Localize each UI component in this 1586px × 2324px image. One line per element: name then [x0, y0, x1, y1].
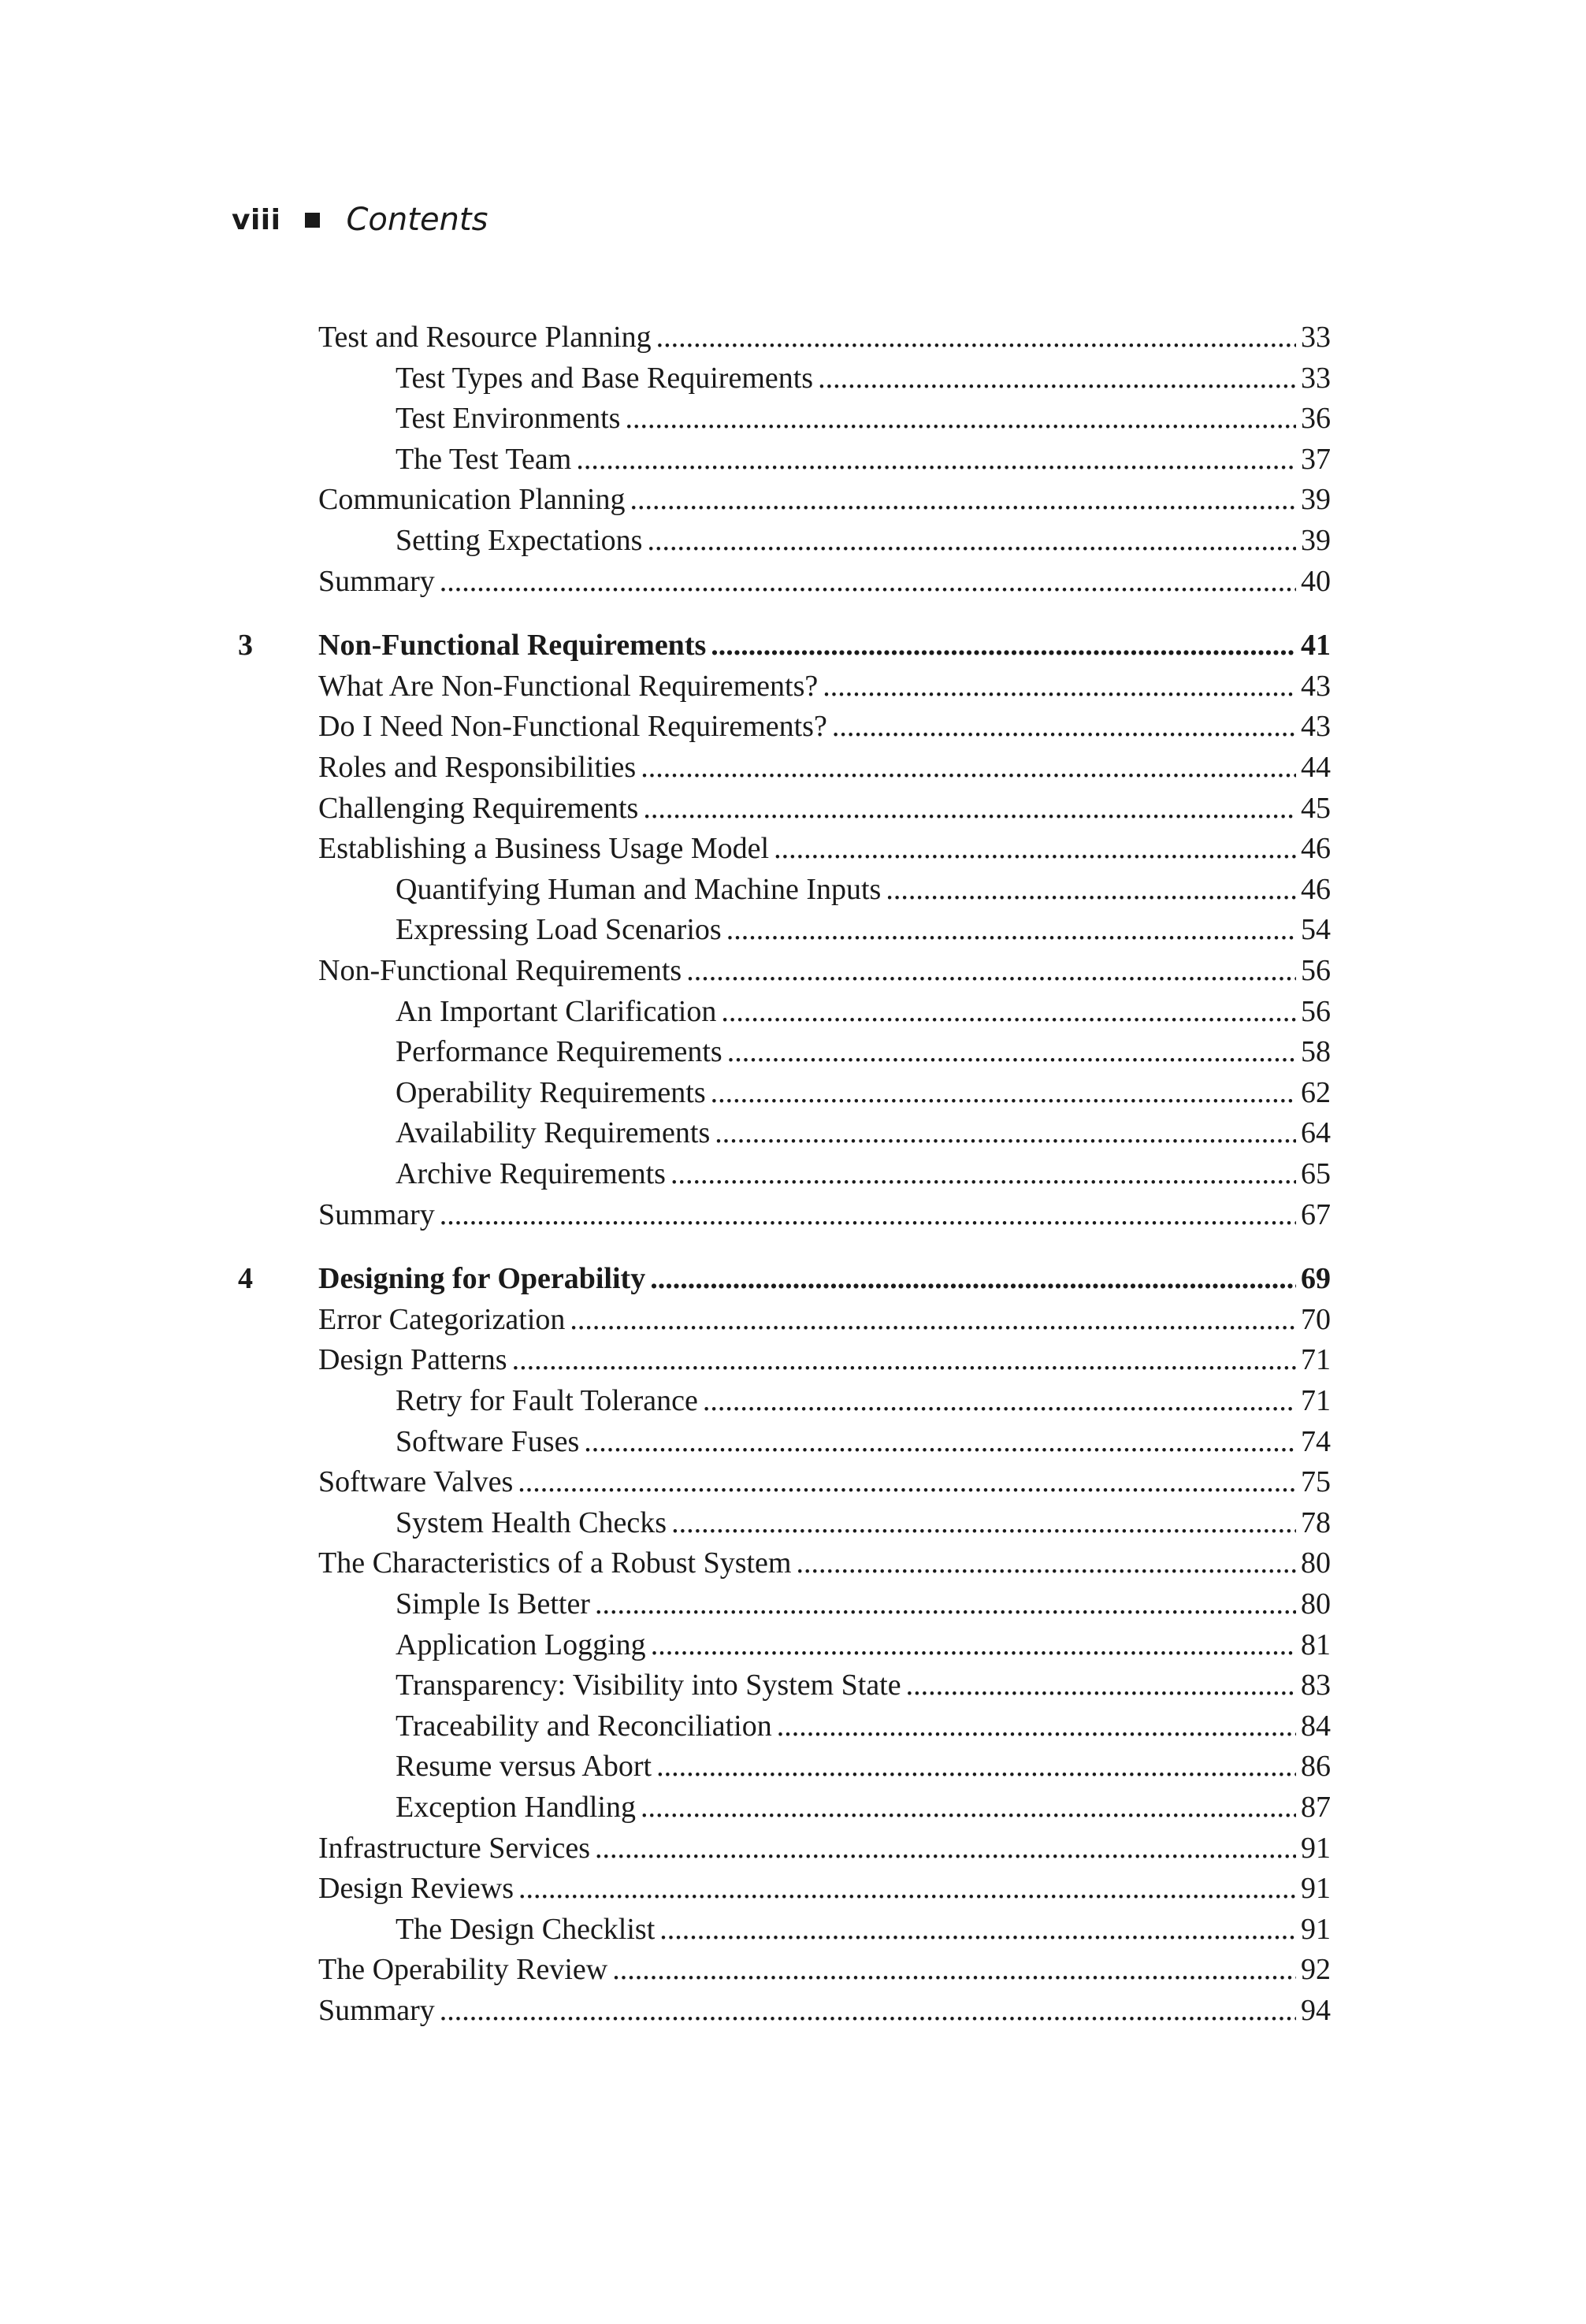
toc-entry — [318, 1539, 1331, 1580]
toc-entry — [396, 906, 1331, 947]
toc-entry — [396, 1580, 1331, 1621]
entry-title: The Test Team — [396, 443, 572, 476]
dot-leader — [650, 1261, 1296, 1296]
entry-title: Summary — [318, 1198, 435, 1231]
toc-entry — [318, 1458, 1331, 1499]
entry-page-number: 71 — [1301, 1343, 1331, 1376]
dot-leader — [612, 1952, 1296, 1987]
toc-entry — [396, 866, 1331, 907]
dot-leader — [721, 994, 1296, 1029]
entry-page-number: 70 — [1301, 1303, 1331, 1336]
toc-chapter-entry — [238, 1255, 1331, 1296]
entry-title: Resume versus Abort — [396, 1750, 652, 1783]
dot-leader — [440, 1993, 1296, 2028]
entry-title: Design Reviews — [318, 1872, 514, 1905]
dot-leader — [886, 872, 1296, 907]
entry-page-number: 81 — [1301, 1628, 1331, 1661]
dot-leader — [774, 831, 1296, 866]
entry-title: Test Types and Base Requirements — [396, 362, 814, 395]
entry-title: Test Environments — [396, 402, 621, 435]
toc-entry — [318, 1825, 1331, 1866]
toc-entry — [318, 1946, 1331, 1987]
dot-leader — [625, 401, 1296, 436]
toc-entry — [396, 988, 1331, 1029]
dot-leader — [576, 442, 1296, 477]
entry-title: Non-Functional Requirements — [318, 954, 682, 987]
toc-entry — [396, 1418, 1331, 1459]
entry-title: Summary — [318, 565, 435, 598]
entry-page-number: 33 — [1301, 362, 1331, 395]
entry-page-number: 33 — [1301, 321, 1331, 354]
entry-page-number: 40 — [1301, 565, 1331, 598]
dot-leader — [518, 1465, 1296, 1499]
entry-page-number: 39 — [1301, 524, 1331, 557]
running-head — [232, 192, 488, 247]
toc-entry — [396, 1906, 1331, 1947]
toc-entry — [396, 1028, 1331, 1069]
page-number: viii — [232, 203, 281, 236]
entry-title: Error Categorization — [318, 1303, 566, 1336]
entry-page-number: 46 — [1301, 873, 1331, 906]
toc-entry — [396, 1621, 1331, 1662]
dot-leader — [777, 1709, 1296, 1743]
square-bullet-icon — [305, 213, 320, 228]
entry-title: Software Valves — [318, 1465, 514, 1498]
dot-leader — [711, 1075, 1296, 1110]
entry-page-number: 83 — [1301, 1669, 1331, 1702]
entry-title: Establishing a Business Usage Model — [318, 832, 770, 865]
dot-leader — [823, 669, 1296, 704]
dot-leader — [703, 1383, 1296, 1418]
entry-title: Performance Requirements — [396, 1035, 722, 1068]
entry-page-number: 74 — [1301, 1425, 1331, 1458]
dot-leader — [570, 1302, 1296, 1337]
entry-title: What Are Non-Functional Requirements? — [318, 670, 819, 703]
entry-title: Simple Is Better — [396, 1587, 590, 1620]
toc-entry — [318, 744, 1331, 785]
toc-entry — [396, 1150, 1331, 1191]
entry-page-number: 37 — [1301, 443, 1331, 476]
dot-leader — [595, 1587, 1296, 1621]
dot-leader — [726, 912, 1296, 947]
entry-page-number: 75 — [1301, 1465, 1331, 1498]
entry-page-number: 67 — [1301, 1198, 1331, 1231]
dot-leader — [647, 523, 1296, 558]
entry-title: Challenging Requirements — [318, 792, 639, 825]
toc-entry — [396, 355, 1331, 395]
chapter-number: 3 — [238, 629, 253, 662]
toc-entry — [396, 1499, 1331, 1540]
dot-leader — [641, 1790, 1296, 1825]
entry-page-number: 46 — [1301, 832, 1331, 865]
dot-leader — [659, 1912, 1296, 1947]
entry-page-number: 78 — [1301, 1506, 1331, 1539]
toc-entry — [318, 1191, 1331, 1232]
section-title: Contents — [346, 202, 488, 238]
toc-entry — [318, 825, 1331, 866]
entry-page-number: 91 — [1301, 1913, 1331, 1946]
dot-leader — [651, 1628, 1296, 1662]
entry-title: Non-Functional Requirements — [318, 629, 707, 662]
toc-entry — [318, 1865, 1331, 1906]
toc-entry — [396, 1784, 1331, 1825]
entry-title: Exception Handling — [396, 1791, 636, 1824]
dot-leader — [686, 953, 1296, 988]
entry-title: Operability Requirements — [396, 1076, 706, 1109]
entry-title: The Operability Review — [318, 1953, 608, 1986]
entry-page-number: 91 — [1301, 1832, 1331, 1865]
toc-entry — [396, 436, 1331, 477]
entry-page-number: 54 — [1301, 913, 1331, 946]
dot-leader — [643, 791, 1296, 826]
entry-title: An Important Clarification — [396, 995, 717, 1028]
entry-title: Traceability and Reconciliation — [396, 1710, 772, 1743]
entry-page-number: 43 — [1301, 670, 1331, 703]
entry-page-number: 56 — [1301, 954, 1331, 987]
entry-title: Roles and Responsibilities — [318, 751, 637, 784]
toc-entry — [318, 558, 1331, 599]
dot-leader — [630, 482, 1296, 517]
dot-leader — [440, 1197, 1296, 1232]
entry-page-number: 87 — [1301, 1791, 1331, 1824]
toc-entry — [318, 703, 1331, 744]
entry-title: Infrastructure Services — [318, 1832, 591, 1865]
entry-page-number: 65 — [1301, 1157, 1331, 1190]
dot-leader — [670, 1156, 1296, 1191]
dot-leader — [671, 1505, 1296, 1540]
dot-leader — [797, 1546, 1297, 1580]
entry-title: Designing for Operability — [318, 1262, 646, 1295]
entry-title: Transparency: Visibility into System State — [396, 1669, 901, 1702]
entry-title: Communication Planning — [318, 483, 626, 516]
dot-leader — [512, 1342, 1296, 1377]
entry-page-number: 64 — [1301, 1116, 1331, 1149]
entry-title: Expressing Load Scenarios — [396, 913, 722, 946]
entry-title: Application Logging — [396, 1628, 646, 1661]
toc-entry — [396, 1743, 1331, 1784]
entry-page-number: 94 — [1301, 1994, 1331, 2027]
dot-leader — [832, 709, 1296, 744]
entry-title: Archive Requirements — [396, 1157, 666, 1190]
dot-leader — [440, 564, 1296, 599]
entry-page-number: 58 — [1301, 1035, 1331, 1068]
toc-entry — [318, 1336, 1331, 1377]
dot-leader — [715, 1116, 1296, 1150]
dot-leader — [906, 1668, 1296, 1702]
entry-page-number: 92 — [1301, 1953, 1331, 1986]
entry-page-number: 36 — [1301, 402, 1331, 435]
dot-leader — [595, 1831, 1296, 1866]
entry-title: Availability Requirements — [396, 1116, 711, 1149]
entry-page-number: 84 — [1301, 1710, 1331, 1743]
entry-page-number: 71 — [1301, 1384, 1331, 1417]
entry-page-number: 43 — [1301, 710, 1331, 743]
toc-entry — [318, 785, 1331, 826]
entry-title: Test and Resource Planning — [318, 321, 652, 354]
dot-leader — [518, 1871, 1296, 1906]
toc-entry — [318, 1987, 1331, 2028]
entry-title: Do I Need Non-Functional Requirements? — [318, 710, 827, 743]
entry-title: Retry for Fault Tolerance — [396, 1384, 698, 1417]
entry-page-number: 41 — [1301, 629, 1331, 662]
toc-entry — [318, 663, 1331, 704]
dot-leader — [656, 320, 1296, 355]
entry-page-number: 91 — [1301, 1872, 1331, 1905]
dot-leader — [641, 750, 1296, 785]
dot-leader — [727, 1034, 1296, 1069]
toc-entry — [396, 395, 1331, 436]
toc-chapter-entry — [238, 622, 1331, 663]
dot-leader — [584, 1424, 1296, 1459]
entry-title: Setting Expectations — [396, 524, 643, 557]
toc-entry — [318, 1296, 1331, 1337]
entry-page-number: 45 — [1301, 792, 1331, 825]
entry-page-number: 69 — [1301, 1262, 1331, 1295]
entry-title: Summary — [318, 1994, 435, 2027]
toc-entry — [396, 517, 1331, 558]
entry-page-number: 62 — [1301, 1076, 1331, 1109]
dot-leader — [656, 1749, 1296, 1784]
dot-leader — [818, 361, 1296, 395]
toc-entry — [396, 1377, 1331, 1418]
toc-entry — [318, 947, 1331, 988]
entry-page-number: 86 — [1301, 1750, 1331, 1783]
entry-page-number: 39 — [1301, 483, 1331, 516]
entry-page-number: 56 — [1301, 995, 1331, 1028]
entry-title: The Design Checklist — [396, 1913, 656, 1946]
entry-page-number: 80 — [1301, 1587, 1331, 1620]
entry-title: Design Patterns — [318, 1343, 507, 1376]
toc-entry — [318, 476, 1331, 517]
toc-entry — [396, 1069, 1331, 1110]
entry-page-number: 44 — [1301, 751, 1331, 784]
entry-title: Quantifying Human and Machine Inputs — [396, 873, 882, 906]
dot-leader — [711, 628, 1296, 663]
chapter-number: 4 — [238, 1262, 253, 1295]
toc-entry — [396, 1661, 1331, 1702]
toc-entry — [318, 314, 1331, 355]
entry-title: Software Fuses — [396, 1425, 580, 1458]
entry-page-number: 80 — [1301, 1546, 1331, 1580]
entry-title: The Characteristics of a Robust System — [318, 1546, 792, 1580]
entry-title: System Health Checks — [396, 1506, 667, 1539]
toc-entry — [396, 1702, 1331, 1743]
toc-entry — [396, 1109, 1331, 1150]
